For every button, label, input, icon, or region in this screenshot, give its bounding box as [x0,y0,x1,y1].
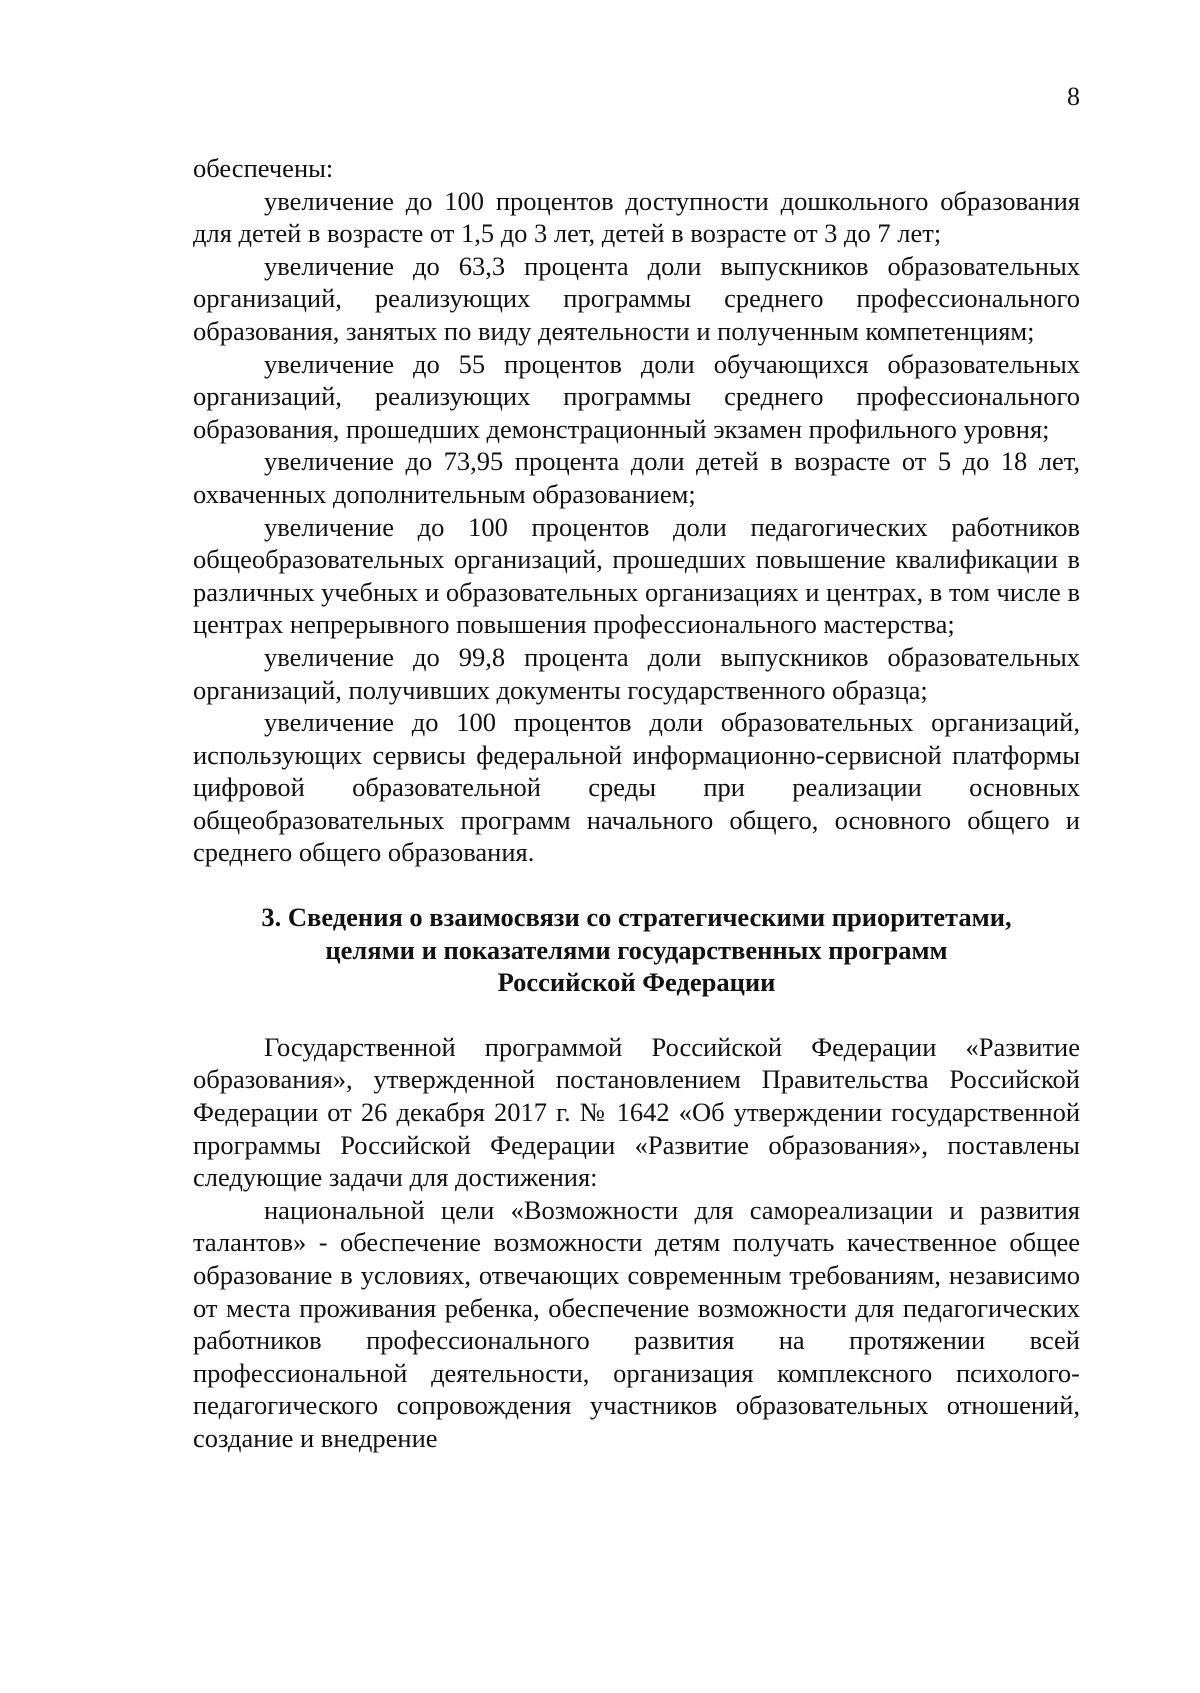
section-heading-line: целями и показателями государственных программ [325,934,948,965]
section-heading [193,901,1080,999]
result-item: увеличение до 55 процентов доли обучающихся образовательных организаций, реализующих программы среднего профессионального образования, прошедших демонстрационный экзамен профильного уровня; [193,348,1080,444]
section-heading-line: 3. Сведения о взаимосвязи со стратегическими приоритетами, [261,902,1012,933]
section-paragraph: Государственной программой Российской Федерации «Развитие образования», утвержденной постановлением Правительства Российской Федерации от 26 декабря 2017 г. № 1642 «Об утверждении государственной программы Российской Федерации «Развитие образования», поставлены следующие задачи для достижения: [193,1031,1080,1193]
continuation-text: обеспечены: [193,153,334,183]
page-number: 8 [1067,82,1080,111]
result-item: увеличение до 99,8 процента доли выпускников образовательных организаций, получивших документы государственного образца; [193,641,1080,705]
result-item: увеличение до 73,95 процента доли детей в возрасте от 5 до 18 лет, охваченных дополнительным образованием; [193,446,1080,509]
result-item: увеличение до 63,3 процента доли выпускников образовательных организаций, реализующих программы среднего профессионального образования, занятых по виду деятельности и полученным компетенциям; [193,250,1080,346]
result-item: увеличение до 100 процентов доступности дошкольного образования для детей в возрасте от 1,5 до 3 лет, детей в возрасте от 3 до 7 лет; [193,185,1080,249]
result-item: увеличение до 100 процентов доли педагогических работников общеобразовательных организаций, прошедших повышение квалификации в различных учебных и образовательных организациях и центрах, в том числе в центрах непрерывного повышения профессионального мастерства; [193,511,1080,640]
section-heading-line: Российской Федерации [497,967,776,998]
section-paragraph: национальной цели «Возможности для самореализации и развития талантов» - обеспечение возможности детям получать качественное общее образование в условиях, отвечающих современным требованиям, независимо от места проживания ребенка, обеспечение возможности для педагогических работников профессионального развития на протяжении всей профессиональной деятельности, организация комплексного психолого-педагогического сопровождения участников образовательных отношений, создание и внедрение [193,1194,1080,1453]
document-body [193,152,1080,1455]
result-item: увеличение до 100 процентов доли образовательных организаций, использующих сервисы федеральной информационно-сервисной платформы цифровой образовательной среды при реализации основных общеобразовательных программ начального общего, основного общего и среднего общего образования. [193,707,1080,868]
